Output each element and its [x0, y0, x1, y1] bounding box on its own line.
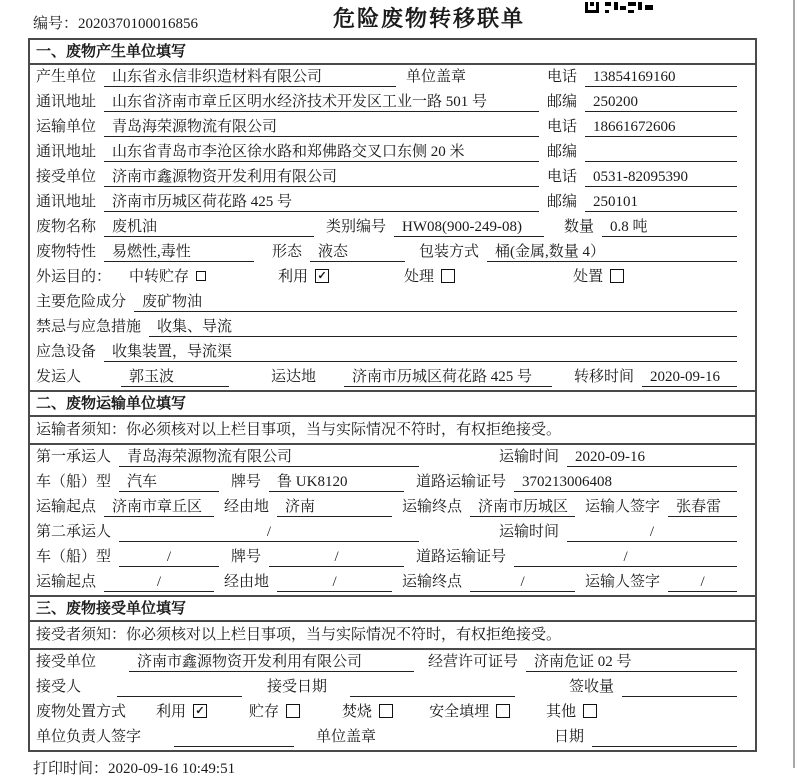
- address1-label: 通讯地址: [36, 94, 97, 110]
- section-producer: [30, 40, 755, 390]
- packing-value: 桶(金属,数量 4）: [487, 243, 737, 262]
- purpose-option-disposal-label: 处置: [573, 269, 604, 285]
- sign1-label: 运输人签字: [585, 499, 661, 515]
- receiver-unit-row: [30, 165, 755, 190]
- section-transporter: [30, 390, 755, 595]
- manager-sign-label: 单位负责人签字: [36, 729, 142, 745]
- receive-person-value: [117, 678, 242, 697]
- address2-label: 通讯地址: [36, 144, 97, 160]
- qr-code-partial-icon: [585, 0, 653, 18]
- plate2-label: 牌号: [231, 549, 262, 565]
- origin2-label: 运输起点: [36, 574, 97, 590]
- end1-label: 运输终点: [402, 499, 463, 515]
- zip1-value: 250200: [585, 93, 737, 112]
- transport-time2-label: 运输时间: [498, 524, 559, 540]
- phone2-label: 电话: [546, 119, 577, 135]
- producer-unit-label: 产生单位: [36, 69, 97, 85]
- disposal-option-other-label: 其他: [546, 704, 577, 720]
- receive-person-row: [30, 675, 755, 700]
- transfer-time-label: 转移时间: [573, 369, 634, 385]
- page-right-edge: [793, 0, 795, 768]
- carrier1-label: 第一承运人: [36, 449, 112, 465]
- unit-seal-label: 单位盖章: [406, 69, 467, 85]
- waste-character-row: [30, 240, 755, 265]
- category-value: HW08(900-249-08): [394, 218, 544, 237]
- origin1-label: 运输起点: [36, 499, 97, 515]
- packing-label: 包装方式: [419, 244, 480, 260]
- hazard-label: 主要危险成分: [36, 294, 127, 310]
- disposal-storage-checkbox: [286, 704, 300, 718]
- sign2-value: /: [668, 573, 737, 592]
- road-cert1-label: 道路运输证号: [416, 474, 507, 490]
- origin1-value: 济南市章丘区: [104, 498, 214, 517]
- quantity-value: 0.8 吨: [602, 218, 737, 237]
- destination-label: 运达地: [271, 369, 317, 385]
- zip1-label: 邮编: [546, 94, 577, 110]
- address2-value: 山东省青岛市李沧区徐水路和郑佛路交叉口东侧 20 米: [104, 143, 539, 162]
- manager-sign-row: [30, 725, 755, 750]
- shipper-value: 郭玉波: [121, 368, 229, 387]
- equipment-label: 应急设备: [36, 344, 97, 360]
- section-receiver-title: 三、废物接受单位填写: [30, 597, 755, 622]
- disposal-checkbox: [610, 269, 624, 283]
- document-header: [0, 0, 796, 38]
- receive-date-value: [350, 678, 515, 697]
- purpose-option-use: [278, 265, 329, 287]
- receive-unit-value: 济南市鑫源物资开发利用有限公司: [129, 653, 414, 672]
- serial-label: 编号：: [33, 16, 79, 32]
- phone1-value: 13854169160: [585, 68, 737, 87]
- end1-value: 济南市历城区: [470, 498, 575, 517]
- vehicle2-label: 车（船）型: [36, 549, 112, 565]
- disposal-option-landfill: [429, 700, 510, 722]
- origin2-value: /: [104, 573, 214, 592]
- zip3-value: 250101: [585, 193, 737, 212]
- phone3-label: 电话: [546, 169, 577, 185]
- road-cert2-label: 道路运输证号: [416, 549, 507, 565]
- via2-label: 经由地: [224, 574, 270, 590]
- character-value: 易燃性,毒性: [104, 243, 254, 262]
- receive-date-label: 接受日期: [267, 679, 328, 695]
- disposal-incineration-checkbox: [379, 704, 393, 718]
- disposal-method-label: 废物处置方式: [36, 704, 127, 720]
- section-receiver: [30, 595, 755, 750]
- unit-seal2-label: 单位盖章: [316, 729, 377, 745]
- vehicle2-value: /: [119, 548, 219, 567]
- license-value: 济南危证 02 号: [526, 653, 737, 672]
- disposal-option-use: [156, 700, 207, 722]
- receiver-notice: 接受者须知：你必须核对以上栏目事项，当与实际情况不符时，有权拒绝接受。: [30, 622, 755, 650]
- disposal-use-checkbox: ✓: [193, 704, 207, 718]
- via1-label: 经由地: [224, 499, 270, 515]
- via2-value: /: [277, 573, 392, 592]
- vehicle1-value: 汽车: [119, 473, 219, 492]
- hazard-component-row: [30, 290, 755, 315]
- sign2-label: 运输人签字: [585, 574, 661, 590]
- disposal-option-landfill-label: 安全填埋: [429, 704, 490, 720]
- road-cert1-value: 370213006408: [514, 473, 737, 492]
- purpose-option-transfer-storage: [129, 265, 206, 287]
- category-label: 类别编号: [326, 219, 387, 235]
- producer-unit-row: [30, 65, 755, 90]
- transport-time2-value: /: [567, 523, 737, 542]
- serial-value: 2020370100016856: [78, 16, 199, 32]
- purpose-label: 外运目的：: [36, 269, 112, 285]
- hazard-value: 废矿物油: [134, 293, 737, 312]
- receiver-address-row: [30, 190, 755, 215]
- route2-row: [30, 570, 755, 595]
- quantity-label: 数量: [563, 219, 594, 235]
- disposal-option-other: [546, 700, 597, 722]
- vehicle1-row: [30, 470, 755, 495]
- transporter-address-row: [30, 140, 755, 165]
- form-label: 形态: [272, 244, 303, 260]
- phone3-value: 0531-82095390: [585, 168, 737, 187]
- sign1-value: 张春雷: [668, 498, 737, 517]
- plate1-label: 牌号: [231, 474, 262, 490]
- transfer-time-value: 2020-09-16: [642, 368, 737, 387]
- taboo-measures-row: [30, 315, 755, 340]
- destination-value: 济南市历城区荷花路 425 号: [344, 368, 552, 387]
- section-transporter-title: 二、废物运输单位填写: [30, 392, 755, 417]
- second-carrier-row: [30, 520, 755, 545]
- receive-person-label: 接受人: [36, 679, 82, 695]
- shipper-row: [30, 365, 755, 390]
- disposal-method-row: [30, 700, 755, 725]
- page-title: 危险废物转移联单: [333, 6, 526, 31]
- vehicle2-row: [30, 545, 755, 570]
- disposal-landfill-checkbox: [496, 704, 510, 718]
- phone1-label: 电话: [546, 69, 577, 85]
- purpose-option-treatment-label: 处理: [404, 269, 435, 285]
- carrier2-label: 第二承运人: [36, 524, 112, 540]
- sign-date-value: [592, 728, 737, 747]
- equipment-value: 收集装置，导流渠: [104, 343, 737, 362]
- transporter-notice: 运输者须知：你必须核对以上栏目事项，当与实际情况不符时，有权拒绝接受。: [30, 417, 755, 445]
- waste-name-value: 废机油: [104, 218, 314, 237]
- serial-number: [33, 12, 198, 33]
- address1-value: 山东省济南市章丘区明水经济技术开发区工业一路 501 号: [104, 93, 539, 112]
- form-value: 液态: [310, 243, 405, 262]
- receive-amount-label: 签收量: [568, 679, 614, 695]
- taboo-value: 收集、导流: [149, 318, 737, 337]
- zip2-label: 邮编: [546, 144, 577, 160]
- transport-time1-value: 2020-09-16: [567, 448, 737, 467]
- transport-time1-label: 运输时间: [498, 449, 559, 465]
- zip3-label: 邮编: [546, 194, 577, 210]
- receive-unit-label: 接受单位: [36, 654, 97, 670]
- carrier2-value: /: [119, 523, 419, 542]
- waste-name-label: 废物名称: [36, 219, 97, 235]
- plate1-value: 鲁 UK8120: [269, 473, 404, 492]
- address3-value: 济南市历城区荷花路 425 号: [104, 193, 539, 212]
- purpose-option-disposal: [573, 265, 624, 287]
- use-checkbox: ✓: [315, 269, 329, 283]
- vehicle1-label: 车（船）型: [36, 474, 112, 490]
- via1-value: 济南: [277, 498, 392, 517]
- purpose-option-treatment: [404, 265, 455, 287]
- disposal-other-checkbox: [583, 704, 597, 718]
- receive-amount-value: [622, 678, 737, 697]
- purpose-option-transfer-storage-label: 中转贮存: [129, 269, 190, 285]
- plate2-value: /: [269, 548, 404, 567]
- disposal-option-incineration-label: 焚烧: [342, 704, 373, 720]
- address3-label: 通讯地址: [36, 194, 97, 210]
- end2-value: /: [470, 573, 575, 592]
- receive-unit-row: [30, 650, 755, 675]
- waste-name-row: [30, 215, 755, 240]
- section-producer-title: 一、废物产生单位填写: [30, 40, 755, 65]
- zip2-value: [585, 143, 737, 162]
- disposal-option-storage-label: 贮存: [249, 704, 280, 720]
- treatment-checkbox: [441, 269, 455, 283]
- receiver-label: 接受单位: [36, 169, 97, 185]
- transfer-storage-checkbox: [196, 271, 206, 281]
- route1-row: [30, 495, 755, 520]
- print-time-value: 2020-09-16 10:49:51: [108, 761, 236, 777]
- license-label: 经营许可证号: [428, 654, 519, 670]
- purpose-option-use-label: 利用: [278, 269, 309, 285]
- transporter-value: 青岛海荣源物流有限公司: [104, 118, 539, 137]
- disposal-option-storage: [249, 700, 300, 722]
- emergency-equipment-row: [30, 340, 755, 365]
- sign-date-label: 日期: [553, 729, 584, 745]
- taboo-label: 禁忌与应急措施: [36, 319, 142, 335]
- transporter-unit-row: [30, 115, 755, 140]
- transport-purpose-row: [30, 265, 755, 290]
- disposal-option-incineration: [342, 700, 393, 722]
- first-carrier-row: [30, 445, 755, 470]
- character-label: 废物特性: [36, 244, 97, 260]
- disposal-option-use-label: 利用: [156, 704, 187, 720]
- receiver-value: 济南市鑫源物资开发利用有限公司: [104, 168, 539, 187]
- transporter-label: 运输单位: [36, 119, 97, 135]
- shipper-label: 发运人: [36, 369, 82, 385]
- producer-unit-value: 山东省永信非织造材料有限公司: [104, 68, 396, 87]
- manifest-form: [28, 38, 757, 752]
- road-cert2-value: /: [514, 548, 737, 567]
- manager-sign-value: [174, 728, 294, 747]
- end2-label: 运输终点: [402, 574, 463, 590]
- phone2-value: 18661672606: [585, 118, 737, 137]
- producer-address-row: [30, 90, 755, 115]
- carrier1-value: 青岛海荣源物流有限公司: [119, 448, 419, 467]
- print-time-label: 打印时间：: [33, 761, 109, 777]
